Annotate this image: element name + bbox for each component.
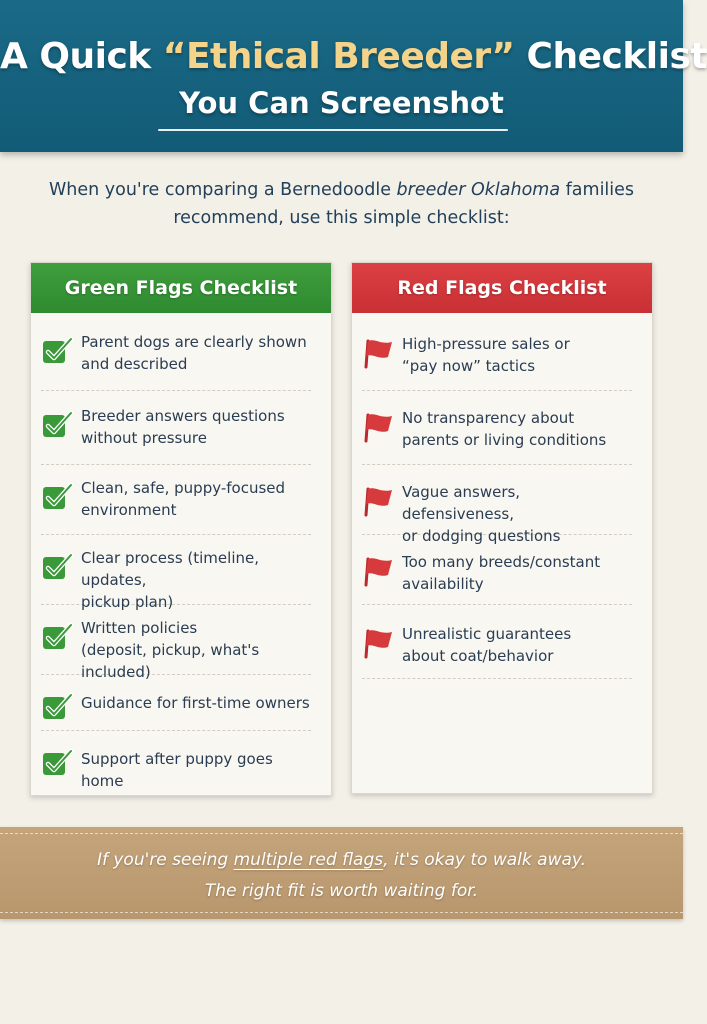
- green-check-icon: [41, 689, 75, 723]
- header-banner: [0, 0, 707, 152]
- intro-text: [40, 176, 643, 232]
- footer-banner: [0, 827, 683, 919]
- item-line: Parent dogs are clearly shown: [81, 333, 307, 351]
- green-flags-card: [30, 262, 332, 796]
- red-flag-icon: [362, 335, 396, 369]
- footer-line1-end: , it's okay to walk away.: [383, 850, 587, 870]
- list-item: [41, 331, 311, 391]
- item-line: Breeder answers questions: [81, 407, 285, 425]
- list-item: [41, 687, 311, 731]
- title-underline: [158, 129, 508, 131]
- item-line: availability: [402, 575, 484, 593]
- green-check-icon: [41, 333, 75, 367]
- item-line: Guidance for first-time owners: [81, 694, 310, 712]
- green-check-icon: [41, 479, 75, 513]
- green-check-icon: [41, 549, 75, 583]
- title-highlight: “Ethical Breeder”: [162, 36, 515, 77]
- item-line: (deposit, pickup, what's included): [81, 641, 260, 681]
- list-item: [41, 405, 311, 465]
- green-flags-heading: Green Flags Checklist: [31, 263, 331, 313]
- footer-line2: The right fit is worth waiting for.: [204, 881, 479, 901]
- item-line: Written policies: [81, 619, 198, 637]
- list-item: [41, 477, 311, 535]
- green-check-icon: [41, 407, 75, 441]
- item-line: Clean, safe, puppy-focused: [81, 479, 286, 497]
- item-line: No transparency about: [402, 409, 575, 427]
- item-line: parents or living conditions: [402, 431, 607, 449]
- item-line: Too many breeds/constant: [402, 553, 601, 571]
- footer-line1: [0, 850, 683, 870]
- intro-line2: recommend, use this simple checklist:: [173, 208, 510, 228]
- red-flag-icon: [362, 409, 396, 443]
- item-line: environment: [81, 501, 177, 519]
- item-line: Unrealistic guarantees: [402, 625, 572, 643]
- item-line: “pay now” tactics: [402, 357, 536, 375]
- intro-line1-italic: breeder Oklahoma: [396, 180, 561, 200]
- footer-line1-underlined: multiple red flags: [233, 850, 384, 870]
- item-line: pickup plan): [81, 593, 174, 611]
- title-part2: Checklist: [514, 36, 707, 77]
- red-flags-heading: Red Flags Checklist: [352, 263, 652, 313]
- green-check-icon: [41, 619, 75, 653]
- intro-line1-end: families: [560, 180, 635, 200]
- list-item: [362, 551, 632, 605]
- list-item: [362, 333, 632, 391]
- item-line: High-pressure sales or: [402, 335, 570, 353]
- list-item: [41, 547, 311, 611]
- footer-line1-start: If you're seeing: [96, 850, 234, 870]
- item-line: without pressure: [81, 429, 207, 447]
- item-line: and described: [81, 355, 188, 373]
- red-flag-icon: [362, 553, 396, 587]
- red-flags-card: [351, 262, 653, 794]
- list-item: [41, 617, 311, 681]
- item-line: Support after puppy goes home: [81, 750, 273, 790]
- page-title: [0, 36, 707, 77]
- item-line: about coat/behavior: [402, 647, 554, 665]
- list-item: [362, 481, 632, 545]
- title-part1: A Quick: [0, 36, 163, 77]
- item-line: Vague answers, defensiveness,: [402, 483, 521, 523]
- item-line: Clear process (timeline, updates,: [81, 549, 259, 589]
- item-line: or dodging questions: [402, 527, 561, 545]
- list-item: [41, 743, 311, 790]
- red-flag-icon: [362, 625, 396, 659]
- green-check-icon: [41, 745, 75, 779]
- intro-line1-start: When you're comparing a Bernedoodle: [48, 180, 397, 200]
- red-flag-icon: [362, 483, 396, 517]
- page-subtitle: You Can Screenshot: [179, 86, 504, 120]
- list-item: [362, 623, 632, 679]
- list-item: [362, 407, 632, 465]
